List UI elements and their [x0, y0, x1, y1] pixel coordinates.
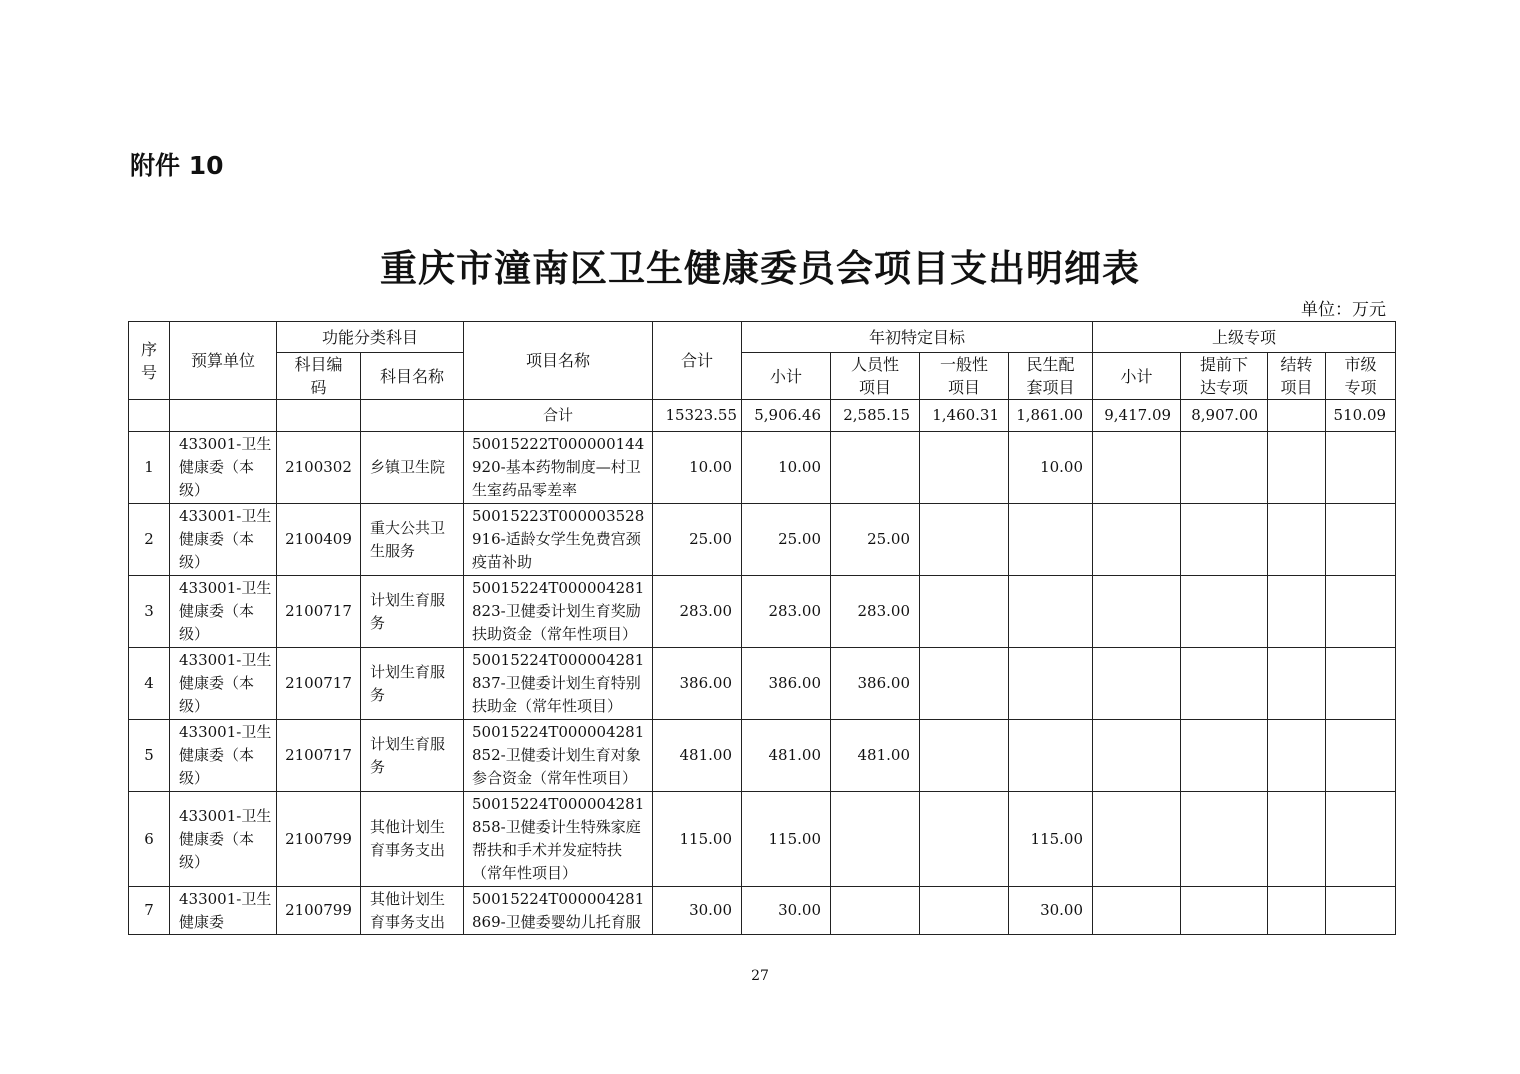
row-subject: 其他计划生育事务支出 [361, 887, 464, 935]
row-sup-subtotal [1093, 432, 1181, 504]
page-title: 重庆市潼南区卫生健康委员会项目支出明细表 [380, 247, 1140, 290]
row-unit: 433001-卫生健康委（本级） [170, 432, 277, 504]
row-livelihood: 30.00 [1009, 887, 1093, 935]
row-unit: 433001-卫生健康委（本级） [170, 504, 277, 576]
row-code: 2100409 [277, 504, 361, 576]
row-unit: 433001-卫生健康委 [170, 887, 277, 935]
row-carryover [1268, 432, 1326, 504]
row-subtotal: 115.00 [742, 792, 831, 887]
row-subtotal: 386.00 [742, 648, 831, 720]
row-livelihood: 10.00 [1009, 432, 1093, 504]
row-advance [1181, 648, 1268, 720]
table-row [129, 720, 1396, 792]
row-sup-subtotal [1093, 792, 1181, 887]
totals-advance: 8,907.00 [1181, 400, 1268, 432]
row-total: 481.00 [653, 720, 742, 792]
row-subject: 计划生育服务 [361, 576, 464, 648]
totals-label: 合计 [464, 400, 653, 432]
row-project: 50015224T000004281823-卫健委计划生育奖励扶助资金（常年性项目） [464, 576, 653, 648]
row-advance [1181, 432, 1268, 504]
row-project: 50015224T000004281837-卫健委计划生育特别扶助金（常年性项目） [464, 648, 653, 720]
row-general [920, 504, 1009, 576]
header-seq: 序号 [129, 322, 170, 400]
header-city: 市级专项 [1326, 353, 1396, 400]
row-code: 2100302 [277, 432, 361, 504]
row-personnel [831, 432, 920, 504]
row-city [1326, 432, 1396, 504]
row-carryover [1268, 504, 1326, 576]
row-personnel [831, 792, 920, 887]
table-row [129, 887, 1396, 935]
row-sup-subtotal [1093, 504, 1181, 576]
row-unit: 433001-卫生健康委（本级） [170, 792, 277, 887]
totals-carryover [1268, 400, 1326, 432]
row-city [1326, 648, 1396, 720]
header-subtotal: 小计 [742, 353, 831, 400]
row-seq: 1 [129, 432, 170, 504]
row-general [920, 432, 1009, 504]
attachment-label: 附件 10 [130, 151, 224, 180]
row-sup-subtotal [1093, 576, 1181, 648]
header-sup-subtotal: 小计 [1093, 353, 1181, 400]
row-seq: 5 [129, 720, 170, 792]
row-project: 50015223T000003528916-适龄女学生免费宫颈疫苗补助 [464, 504, 653, 576]
row-project: 50015224T000004281869-卫健委婴幼儿托育服 [464, 887, 653, 935]
row-subject: 计划生育服务 [361, 648, 464, 720]
totals-row [129, 400, 1396, 432]
row-unit: 433001-卫生健康委（本级） [170, 720, 277, 792]
table-row [129, 432, 1396, 504]
row-general [920, 720, 1009, 792]
row-city [1326, 576, 1396, 648]
header-unit: 预算单位 [170, 322, 277, 400]
row-project: 50015222T000000144920-基本药物制度—村卫生室药品零差率 [464, 432, 653, 504]
row-total: 115.00 [653, 792, 742, 887]
row-seq: 3 [129, 576, 170, 648]
row-livelihood: 115.00 [1009, 792, 1093, 887]
row-livelihood [1009, 648, 1093, 720]
row-personnel: 386.00 [831, 648, 920, 720]
row-total: 386.00 [653, 648, 742, 720]
row-carryover [1268, 648, 1326, 720]
totals-total: 15323.55 [653, 400, 742, 432]
totals-city: 510.09 [1326, 400, 1396, 432]
row-total: 30.00 [653, 887, 742, 935]
row-project: 50015224T000004281858-卫健委计生特殊家庭帮扶和手术并发症特扶（常年性项目） [464, 792, 653, 887]
row-advance [1181, 576, 1268, 648]
row-sup-subtotal [1093, 648, 1181, 720]
totals-personnel: 2,585.15 [831, 400, 920, 432]
row-general [920, 792, 1009, 887]
header-livelihood: 民生配套项目 [1009, 353, 1093, 400]
row-personnel: 25.00 [831, 504, 920, 576]
row-project: 50015224T000004281852-卫健委计划生育对象参合资金（常年性项目） [464, 720, 653, 792]
row-subject: 重大公共卫生服务 [361, 504, 464, 576]
totals-livelihood: 1,861.00 [1009, 400, 1093, 432]
row-city [1326, 504, 1396, 576]
row-subject: 其他计划生育事务支出 [361, 792, 464, 887]
row-advance [1181, 504, 1268, 576]
totals-sup-subtotal: 9,417.09 [1093, 400, 1181, 432]
row-seq: 7 [129, 887, 170, 935]
row-subtotal: 10.00 [742, 432, 831, 504]
header-personnel: 人员性项目 [831, 353, 920, 400]
header-advance: 提前下达专项 [1181, 353, 1268, 400]
row-unit: 433001-卫生健康委（本级） [170, 648, 277, 720]
header-subject: 科目名称 [361, 353, 464, 400]
row-total: 283.00 [653, 576, 742, 648]
header-project: 项目名称 [464, 322, 653, 400]
totals-general: 1,460.31 [920, 400, 1009, 432]
row-personnel: 481.00 [831, 720, 920, 792]
table-row [129, 576, 1396, 648]
header-annual-group: 年初特定目标 [742, 322, 1093, 353]
row-subtotal: 481.00 [742, 720, 831, 792]
row-subtotal: 30.00 [742, 887, 831, 935]
row-subject: 计划生育服务 [361, 720, 464, 792]
row-carryover [1268, 887, 1326, 935]
header-code: 科目编码 [277, 353, 361, 400]
header-superior-group: 上级专项 [1093, 322, 1396, 353]
row-advance [1181, 720, 1268, 792]
header-total: 合计 [653, 322, 742, 400]
expenditure-table [128, 321, 1396, 935]
row-code: 2100799 [277, 792, 361, 887]
row-code: 2100717 [277, 648, 361, 720]
row-subject: 乡镇卫生院 [361, 432, 464, 504]
row-carryover [1268, 792, 1326, 887]
row-code: 2100717 [277, 720, 361, 792]
row-total: 10.00 [653, 432, 742, 504]
table-row [129, 648, 1396, 720]
row-code: 2100799 [277, 887, 361, 935]
header-carryover: 结转项目 [1268, 353, 1326, 400]
row-city [1326, 720, 1396, 792]
row-advance [1181, 792, 1268, 887]
row-city [1326, 887, 1396, 935]
row-personnel: 283.00 [831, 576, 920, 648]
row-livelihood [1009, 504, 1093, 576]
row-code: 2100717 [277, 576, 361, 648]
row-advance [1181, 887, 1268, 935]
page-number: 27 [751, 968, 769, 984]
row-livelihood [1009, 576, 1093, 648]
row-total: 25.00 [653, 504, 742, 576]
row-subtotal: 283.00 [742, 576, 831, 648]
row-unit: 433001-卫生健康委（本级） [170, 576, 277, 648]
totals-subtotal: 5,906.46 [742, 400, 831, 432]
unit-label: 单位：万元 [1301, 300, 1386, 320]
row-carryover [1268, 720, 1326, 792]
row-sup-subtotal [1093, 887, 1181, 935]
row-seq: 6 [129, 792, 170, 887]
table-row [129, 792, 1396, 887]
table-row [129, 504, 1396, 576]
row-personnel [831, 887, 920, 935]
row-carryover [1268, 576, 1326, 648]
row-general [920, 887, 1009, 935]
header-function-group: 功能分类科目 [277, 322, 464, 353]
row-livelihood [1009, 720, 1093, 792]
row-general [920, 576, 1009, 648]
row-seq: 2 [129, 504, 170, 576]
row-sup-subtotal [1093, 720, 1181, 792]
row-subtotal: 25.00 [742, 504, 831, 576]
row-seq: 4 [129, 648, 170, 720]
header-general: 一般性项目 [920, 353, 1009, 400]
row-city [1326, 792, 1396, 887]
row-general [920, 648, 1009, 720]
